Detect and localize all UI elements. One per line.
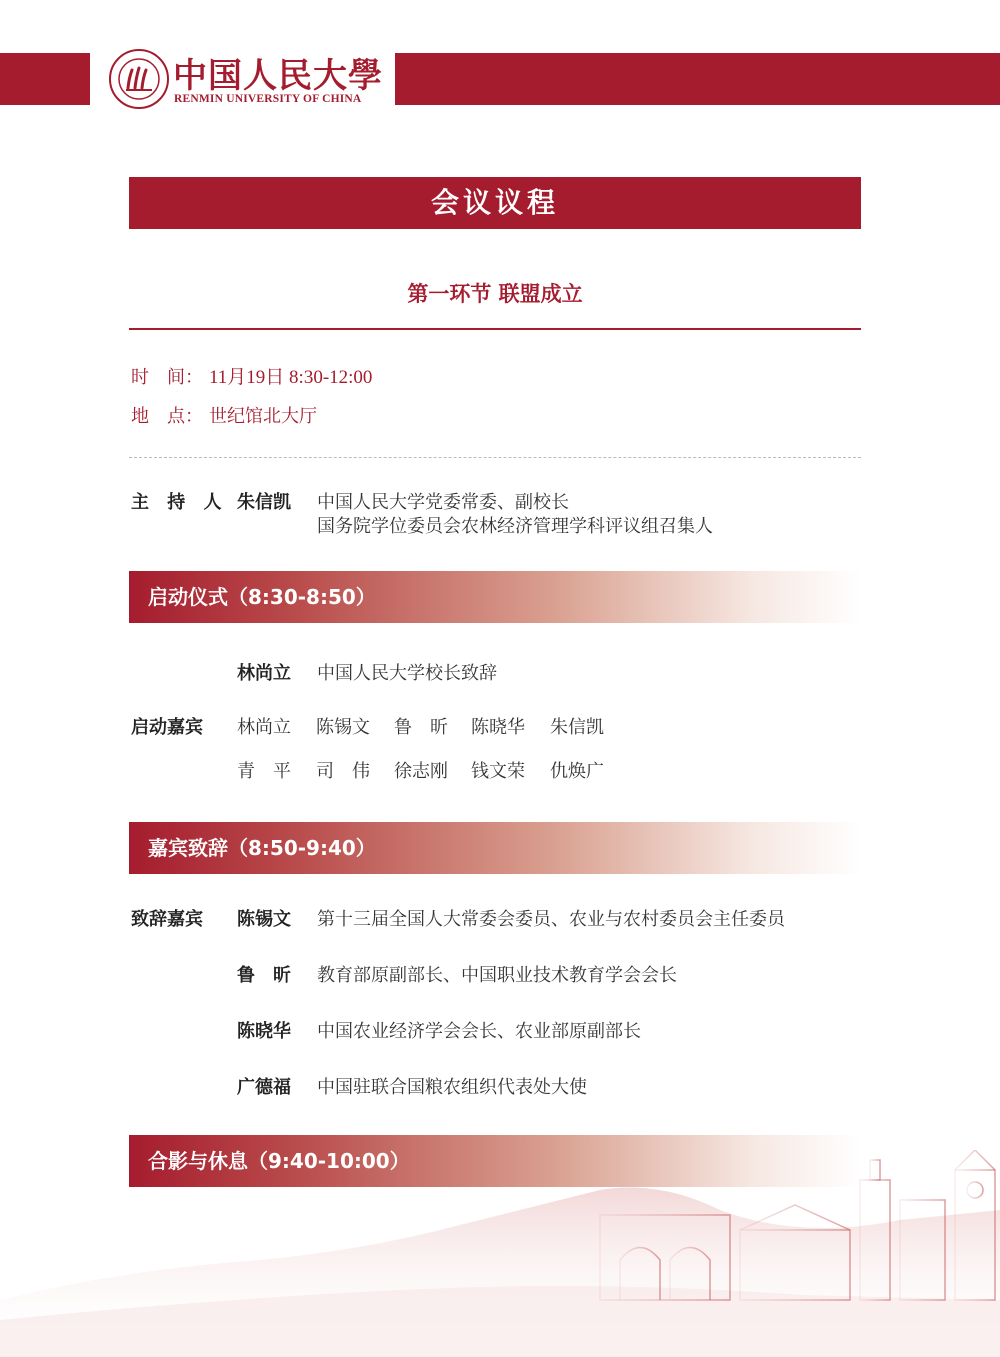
speaker-name: 陈锡文 (237, 909, 291, 930)
guest-name: 仇焕广 (550, 761, 604, 782)
section-title: 第一环节 联盟成立 (407, 282, 583, 306)
launch-guests-label: 启动嘉宾 (131, 717, 203, 738)
agenda-block-header (129, 571, 861, 623)
agenda-block-title: 合影与休息（9:40-10:00） (148, 1149, 410, 1173)
header-bar-left (0, 53, 90, 105)
agenda-block-title: 嘉宾致辞（8:50-9:40） (148, 836, 376, 860)
guest-name: 朱信凯 (550, 717, 604, 738)
time-label: 时 间： (131, 367, 203, 388)
agenda-block-title: 启动仪式（8:30-8:50） (148, 585, 376, 609)
speeches-label: 致辞嘉宾 (131, 909, 203, 930)
place-line (131, 402, 317, 428)
speaker-name: 鲁 昕 (237, 965, 291, 986)
speaker-role: 教育部原副部长、中国职业技术教育学会会长 (317, 965, 677, 986)
speaker-name: 广德福 (237, 1077, 291, 1098)
guest-name: 鲁 昕 (394, 717, 448, 738)
page-title: 会议议程 (129, 177, 861, 229)
launch-speaker-name: 林尚立 (237, 663, 291, 684)
host-label: 主 持 人 (131, 492, 228, 513)
university-logo (108, 44, 398, 114)
guest-name: 陈锡文 (316, 717, 370, 738)
university-name-cn: 中国人民大學 (173, 56, 383, 96)
speaker-role: 中国农业经济学会会长、农业部原副部长 (317, 1021, 641, 1042)
speaker-role: 第十三届全国人大常委会委员、农业与农村委员会主任委员 (317, 909, 785, 930)
guest-name: 陈晓华 (471, 717, 525, 738)
header-bar-right (395, 53, 1000, 105)
host-title-2: 国务院学位委员会农林经济管理学科评议组召集人 (317, 516, 713, 537)
guest-name: 林尚立 (237, 717, 291, 738)
university-name-en: RENMIN UNIVERSITY OF CHINA (174, 93, 362, 105)
host-title-1: 中国人民大学党委常委、副校长 (317, 492, 569, 513)
dashed-divider (129, 457, 861, 458)
section-divider (129, 328, 861, 330)
guest-name: 徐志刚 (394, 761, 448, 782)
host-name: 朱信凯 (237, 492, 291, 513)
place-label: 地 点： (131, 406, 203, 427)
guest-name: 青 平 (237, 761, 291, 782)
speaker-role: 中国驻联合国粮农组织代表处大使 (317, 1077, 587, 1098)
agenda-block-header (129, 822, 861, 874)
launch-speaker-role: 中国人民大学校长致辞 (317, 663, 497, 684)
guest-name: 钱文荣 (471, 761, 525, 782)
campus-skyline-illustration (0, 1150, 1000, 1357)
time-value: 11月19日 8:30-12:00 (209, 367, 373, 388)
place-value: 世纪馆北大厅 (209, 406, 317, 427)
time-line (131, 362, 372, 389)
university-seal-icon (108, 48, 170, 110)
speaker-name: 陈晓华 (237, 1021, 291, 1042)
guest-name: 司 伟 (316, 761, 370, 782)
